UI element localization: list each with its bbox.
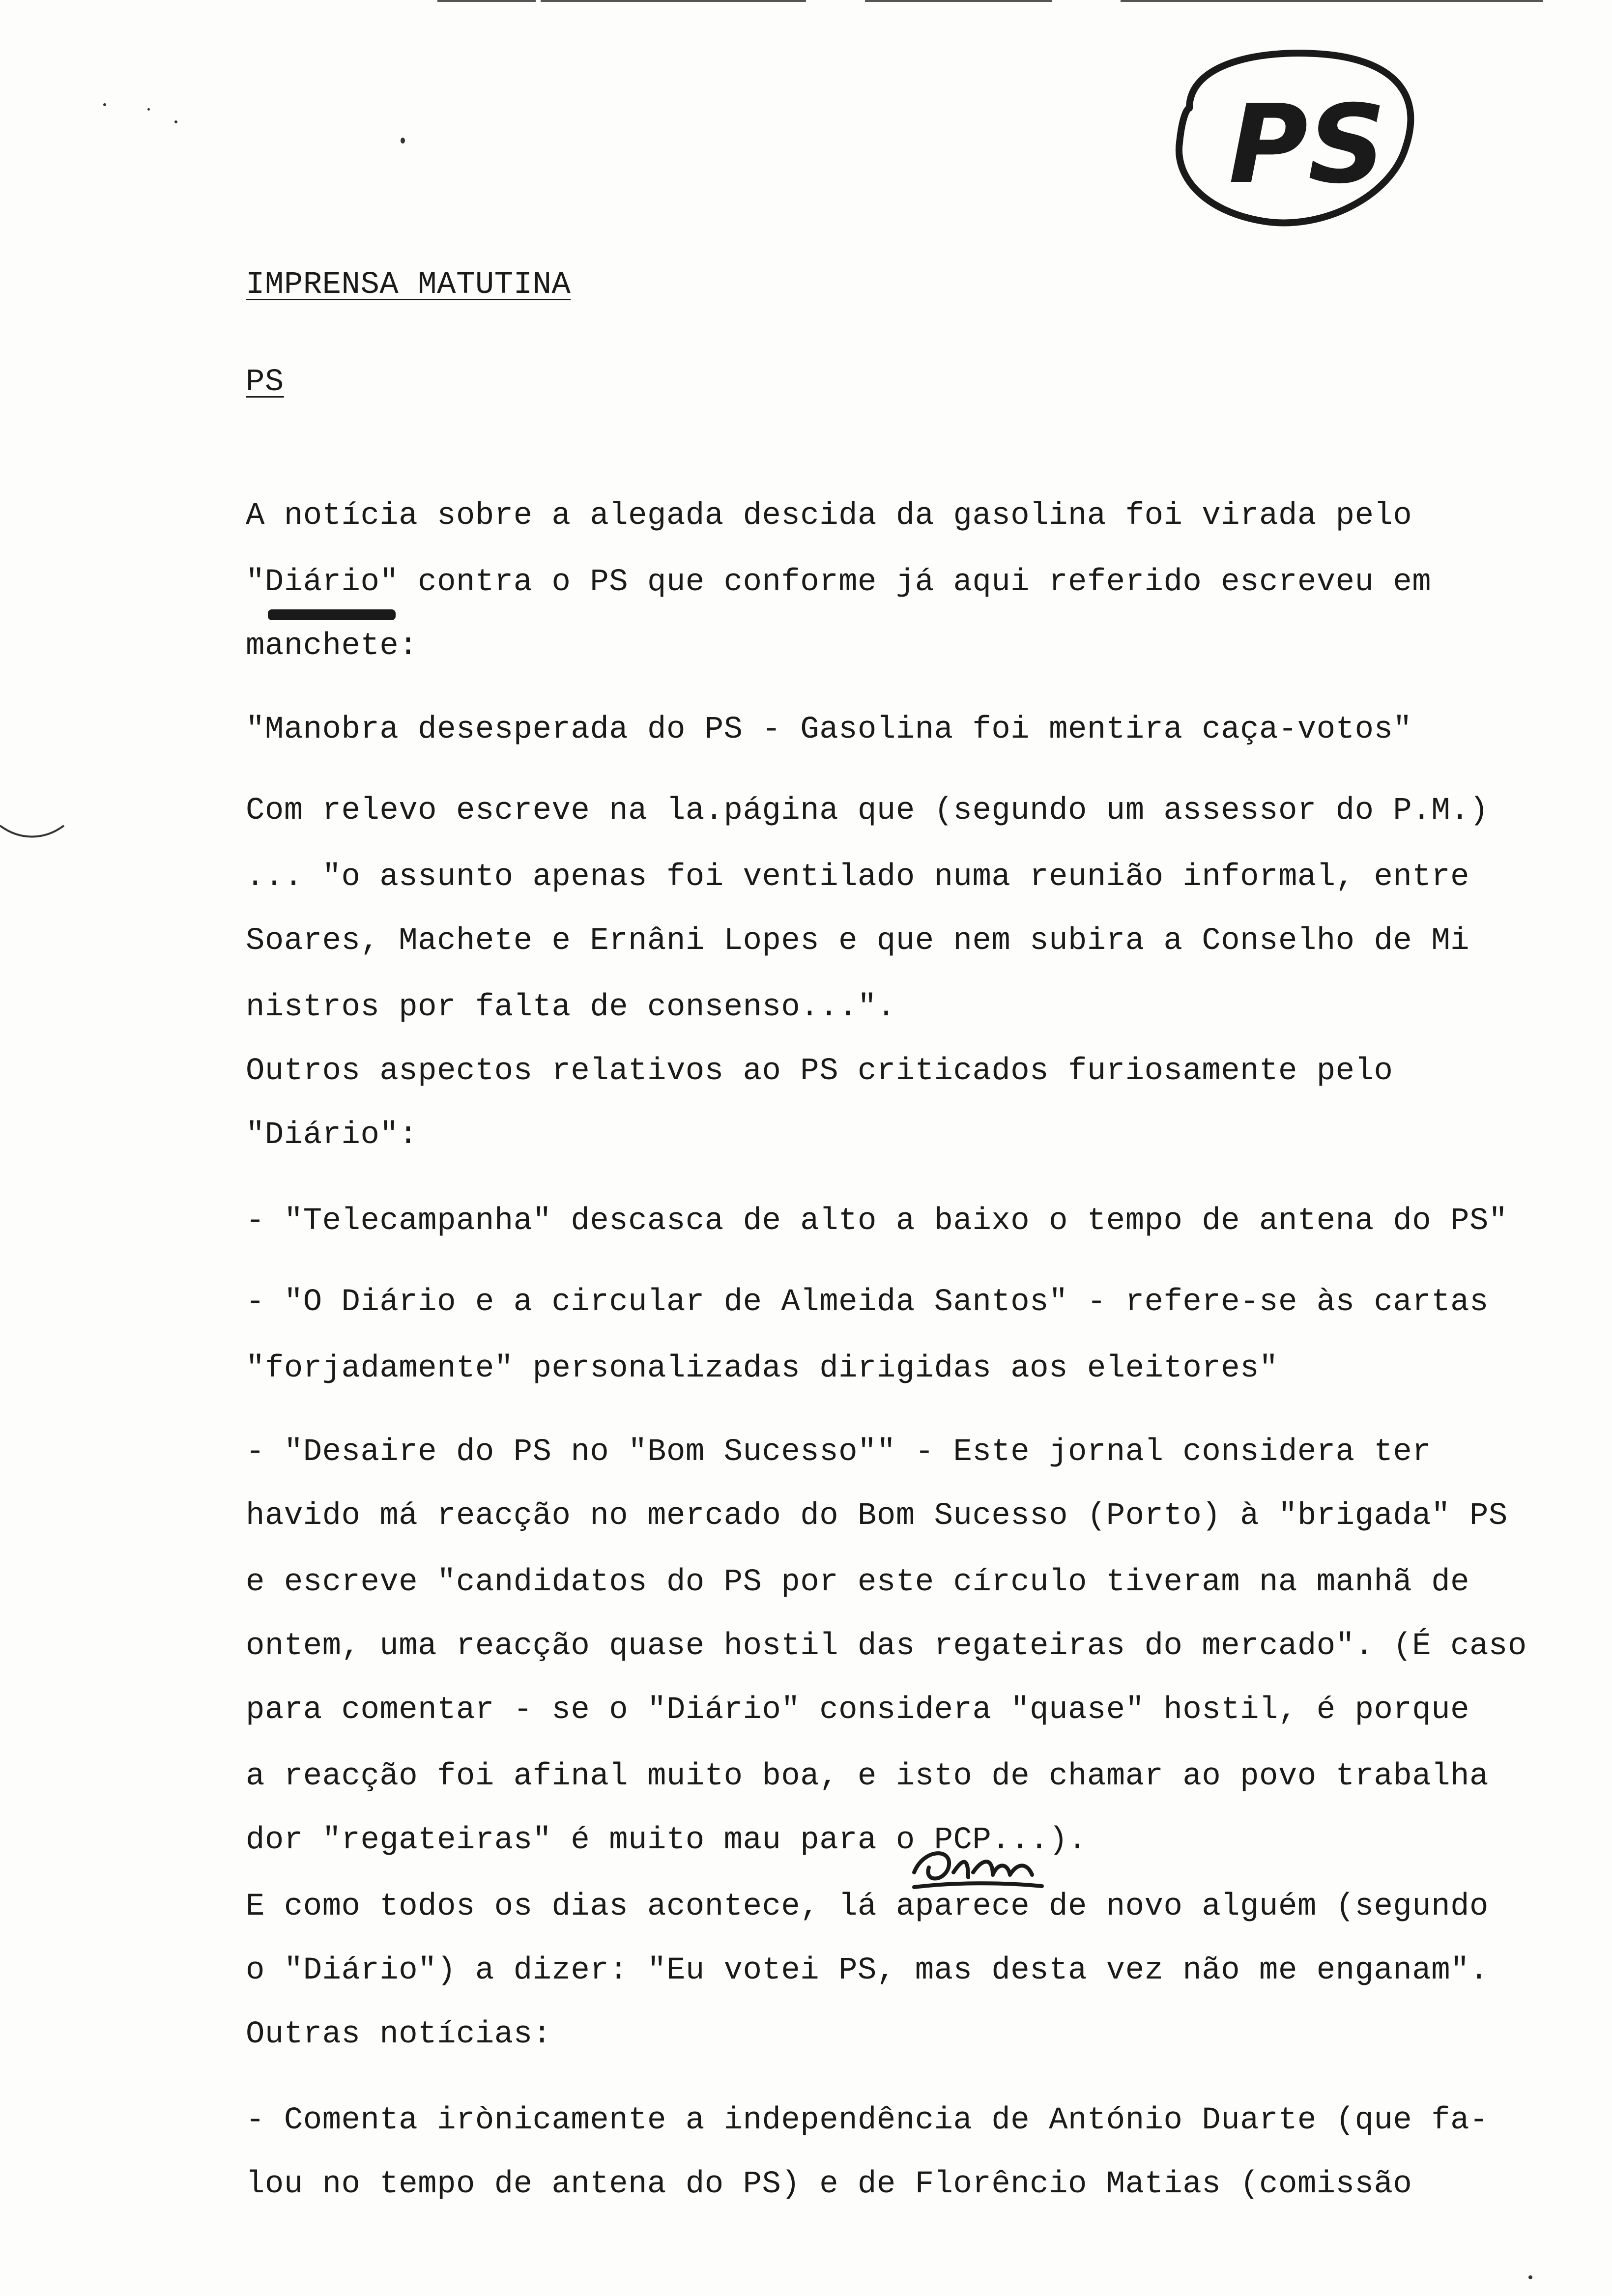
stamp-text: PS bbox=[1229, 82, 1386, 207]
body-line: dor "regateiras" é muito mau para o PCP...). bbox=[246, 1823, 1087, 1858]
speck bbox=[174, 120, 177, 123]
body-line: - "O Diário e a circular de Almeida Santos" - refere-se às cartas bbox=[246, 1285, 1489, 1320]
speck bbox=[103, 103, 106, 106]
body-line: Outras notícias: bbox=[246, 2017, 552, 2052]
speck bbox=[1528, 2275, 1532, 2279]
body-line: - Comenta irònicamente a independência de António Duarte (que fa- bbox=[246, 2103, 1489, 2138]
body-line: - "Desaire do PS no "Bom Sucesso"" - Este jornal considera ter bbox=[246, 1435, 1432, 1470]
body-line: a reacção foi afinal muito boa, e isto de chamar ao povo trabalha bbox=[246, 1759, 1489, 1794]
body-line: manchete: bbox=[246, 629, 418, 664]
body-line: o "Diário") a dizer: "Eu votei PS, mas desta vez não me enganam". bbox=[246, 1953, 1489, 1988]
body-line: Com relevo escreve na la.página que (segundo um assessor do P.M.) bbox=[246, 793, 1489, 829]
body-line: Outros aspectos relativos ao PS criticados furiosamente pelo bbox=[246, 1054, 1393, 1089]
speck bbox=[147, 108, 150, 111]
body-line: ... "o assunto apenas foi ventilado numa reunião informal, entre bbox=[246, 860, 1469, 895]
top-rule bbox=[1121, 0, 1543, 2]
body-line: para comentar - se o "Diário" considera "quase" hostil, é porque bbox=[246, 1693, 1469, 1728]
body-line: nistros por falta de consenso...". bbox=[246, 990, 896, 1025]
document-title: IMPRENSA MATUTINA bbox=[246, 267, 571, 303]
top-rule bbox=[437, 0, 536, 2]
body-line: e escreve "candidatos do PS por este círculo tiveram na manhã de bbox=[246, 1565, 1469, 1600]
body-line: E como todos os dias acontece, lá aparece de novo alguém (segundo bbox=[246, 1889, 1489, 1924]
margin-mark bbox=[0, 806, 69, 850]
speck bbox=[401, 138, 405, 144]
body-line: A notícia sobre a alegada descida da gasolina foi virada pelo bbox=[246, 498, 1412, 534]
body-line: "forjadamente" personalizadas dirigidas aos eleitores" bbox=[246, 1351, 1278, 1386]
top-rule bbox=[865, 0, 1052, 2]
body-line: - "Telecampanha" descasca de alto a baixo o tempo de antena do PS" bbox=[246, 1204, 1508, 1239]
body-line: lou no tempo de antena do PS) e de Florêncio Matias (comissão bbox=[246, 2167, 1412, 2202]
body-line: "Manobra desesperada do PS - Gasolina foi mentira caça-votos" bbox=[246, 712, 1412, 747]
body-line: havido má reacção no mercado do Bom Sucesso (Porto) à "brigada" PS bbox=[246, 1498, 1508, 1534]
body-line: "Diário": bbox=[246, 1118, 418, 1153]
handwritten-ps-stamp bbox=[1160, 34, 1425, 241]
body-line: Soares, Machete e Ernâni Lopes e que nem subira a Conselho de Mi bbox=[246, 923, 1469, 959]
marker-underline bbox=[268, 609, 396, 620]
top-rule bbox=[541, 0, 806, 2]
handwritten-signature bbox=[894, 1828, 1101, 1907]
body-line: ontem, uma reacção quase hostil das regateiras do mercado". (É caso bbox=[246, 1629, 1527, 1664]
body-line: "Diário" contra o PS que conforme já aqui referido escreveu em bbox=[246, 565, 1432, 600]
section-heading: PS bbox=[246, 365, 284, 400]
